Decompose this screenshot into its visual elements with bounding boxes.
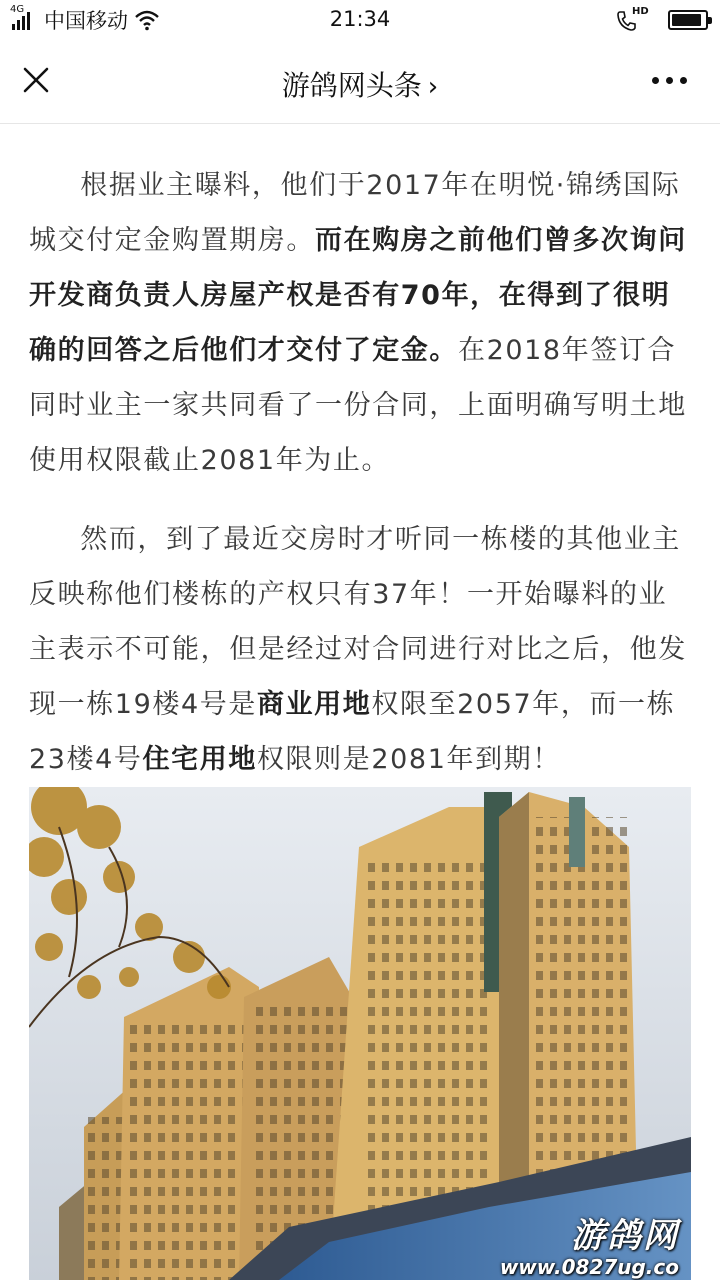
nav-title-text[interactable]: 游鸽网头条: [281, 69, 422, 102]
paragraph-2: [29, 512, 691, 787]
building-illustration: [29, 787, 691, 1280]
watermark-url: www.0827ug.co: [499, 1255, 679, 1279]
p2-bold-residential: 住宅用地: [142, 744, 257, 775]
battery-icon: [668, 10, 708, 30]
article-body: [29, 158, 691, 811]
building-photo[interactable]: [29, 787, 691, 1280]
nav-title[interactable]: [0, 64, 720, 104]
chevron-right-icon[interactable]: ›: [427, 72, 439, 102]
carrier-name: 中国移动: [44, 9, 128, 33]
p2-bold-commercial: 商业用地: [256, 689, 372, 720]
watermark: [500, 1216, 679, 1278]
battery-fill: [672, 14, 701, 26]
nav-bar: [0, 40, 720, 124]
p1-bold-text: 而在购房之前他们曾多次询问开发商负责人房屋产权是否有70年，在得到了很明确的回答之后他们才交付了定金。: [29, 225, 687, 366]
paragraph-1: [29, 158, 691, 488]
more-dots-icon[interactable]: [652, 70, 692, 90]
status-time: 21:34: [329, 7, 391, 31]
p1-text-2: 在2018年签订合同时业主一家共同看了一份合同，上面明确写明土地使用权限截止2081年为止。: [29, 335, 687, 476]
status-bar: [0, 0, 720, 40]
p1-text-1: 根据业主曝料，他们于2017年在明悦·锦绣国际城交付定金购置期房。: [29, 170, 681, 256]
watermark-main: 游鸽网: [571, 1216, 679, 1256]
network-type: 4G: [10, 4, 25, 15]
status-right: [616, 7, 708, 33]
p2-text-2: 权限至2057年，而一栋23楼4号: [29, 689, 676, 775]
p2-text-3: 权限则是2081年到期！: [256, 744, 561, 775]
hd-label: HD: [632, 6, 649, 17]
hd-call-icon: [616, 8, 650, 32]
p2-text-1: 然而，到了最近交房时才听同一栋楼的其他业主反映称他们楼栋的产权只有37年！一开始曝料的业主表示不可能，但是经过对合同进行对比之后，他发现一栋19楼4号是: [29, 524, 687, 720]
